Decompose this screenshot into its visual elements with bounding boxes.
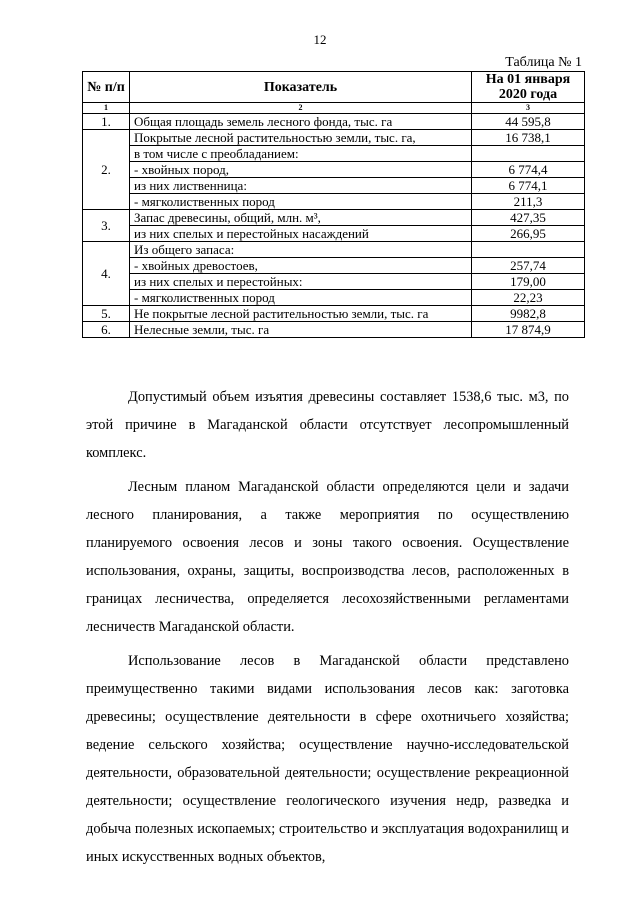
row-indicator: - хвойных пород,: [130, 162, 472, 178]
table-row: [83, 226, 585, 242]
header-num: № п/п: [83, 72, 130, 103]
row-indicator: Запас древесины, общий, млн. м³,: [130, 210, 472, 226]
header-value: На 01 января 2020 года: [472, 72, 585, 103]
row-indicator: из них лиственница:: [130, 178, 472, 194]
row-indicator: из них спелых и перестойных:: [130, 274, 472, 290]
table-row: [83, 274, 585, 290]
column-numbers-row: [83, 103, 585, 114]
row-indicator: Общая площадь земель лесного фонда, тыс. га: [130, 114, 472, 130]
row-indicator: Из общего запаса:: [130, 242, 472, 258]
row-num: 1.: [83, 114, 130, 130]
row-value: 211,3: [472, 194, 585, 210]
colnum-3: 3: [472, 103, 585, 114]
row-value: 179,00: [472, 274, 585, 290]
table-row: [83, 258, 585, 274]
row-value: 257,74: [472, 258, 585, 274]
row-indicator: Покрытые лесной растительностью земли, тыс. га,: [130, 130, 472, 146]
table-row: [83, 290, 585, 306]
row-value: 9982,8: [472, 306, 585, 322]
table-row: [83, 242, 585, 258]
row-num: 3.: [83, 210, 130, 242]
table-row: [83, 130, 585, 146]
row-value: 44 595,8: [472, 114, 585, 130]
table-row: [83, 306, 585, 322]
row-value: 427,35: [472, 210, 585, 226]
colnum-1: 1: [83, 103, 130, 114]
table-row: [83, 322, 585, 338]
table-row: [83, 162, 585, 178]
row-indicator: - хвойных древостоев,: [130, 258, 472, 274]
page-number: 12: [313, 32, 327, 47]
paragraph: Допустимый объем изъятия древесины составляет 1538,6 тыс. м3, по этой причине в Магаданской области отсутствует лесопромышленный комплекс.: [86, 389, 569, 461]
forest-fund-table: [82, 71, 585, 338]
header-indicator: Показатель: [130, 72, 472, 103]
row-indicator: - мягколиственных пород: [130, 290, 472, 306]
row-indicator: Нелесные земли, тыс. га: [130, 322, 472, 338]
row-num: 2.: [83, 130, 130, 210]
row-indicator: в том числе с преобладанием:: [130, 146, 472, 162]
row-indicator: из них спелых и перестойных насаждений: [130, 226, 472, 242]
row-value: 266,95: [472, 226, 585, 242]
table-row: [83, 194, 585, 210]
paragraph: Лесным планом Магаданской области определяются цели и задачи лесного планирования, а также мероприятия по осуществлению планируемого освоения лесов и зоны такого освоения. Осуществление использования, охраны, защиты, воспроизводства лесов, расположенных в границах лесничества, определяется лесохозяйственными регламентами лесничеств Магаданской области.: [86, 479, 569, 635]
colnum-2: 2: [130, 103, 472, 114]
body-text: [86, 383, 569, 871]
row-value: 6 774,4: [472, 162, 585, 178]
table-row: [83, 146, 585, 162]
table-caption: Таблица № 1: [505, 55, 582, 70]
table-row: [83, 114, 585, 130]
row-num: 4.: [83, 242, 130, 306]
row-value: [472, 146, 585, 162]
row-indicator: Не покрытые лесной растительностью земли, тыс. га: [130, 306, 472, 322]
row-value: 17 874,9: [472, 322, 585, 338]
row-num: 6.: [83, 322, 130, 338]
row-value: 22,23: [472, 290, 585, 306]
table-row: [83, 210, 585, 226]
table-header-row: [83, 72, 585, 103]
row-value: 16 738,1: [472, 130, 585, 146]
row-indicator: - мягколиственных пород: [130, 194, 472, 210]
row-num: 5.: [83, 306, 130, 322]
row-value: 6 774,1: [472, 178, 585, 194]
row-value: [472, 242, 585, 258]
paragraph: Использование лесов в Магаданской области представлено преимущественно такими видами использования лесов как: заготовка древесины; осуществление деятельности в сфере охотничьего хозяйства; ведение сельского хозяйства; осуществление научно-исследовательской деятельности, образовательной деятельности; осуществление рекреационной деятельности; осуществление геологического изучения недр, разведка и добыча полезных ископаемых; строительство и эксплуатация водохранилищ и иных искусственных водных объектов,: [86, 653, 569, 865]
table-row: [83, 178, 585, 194]
